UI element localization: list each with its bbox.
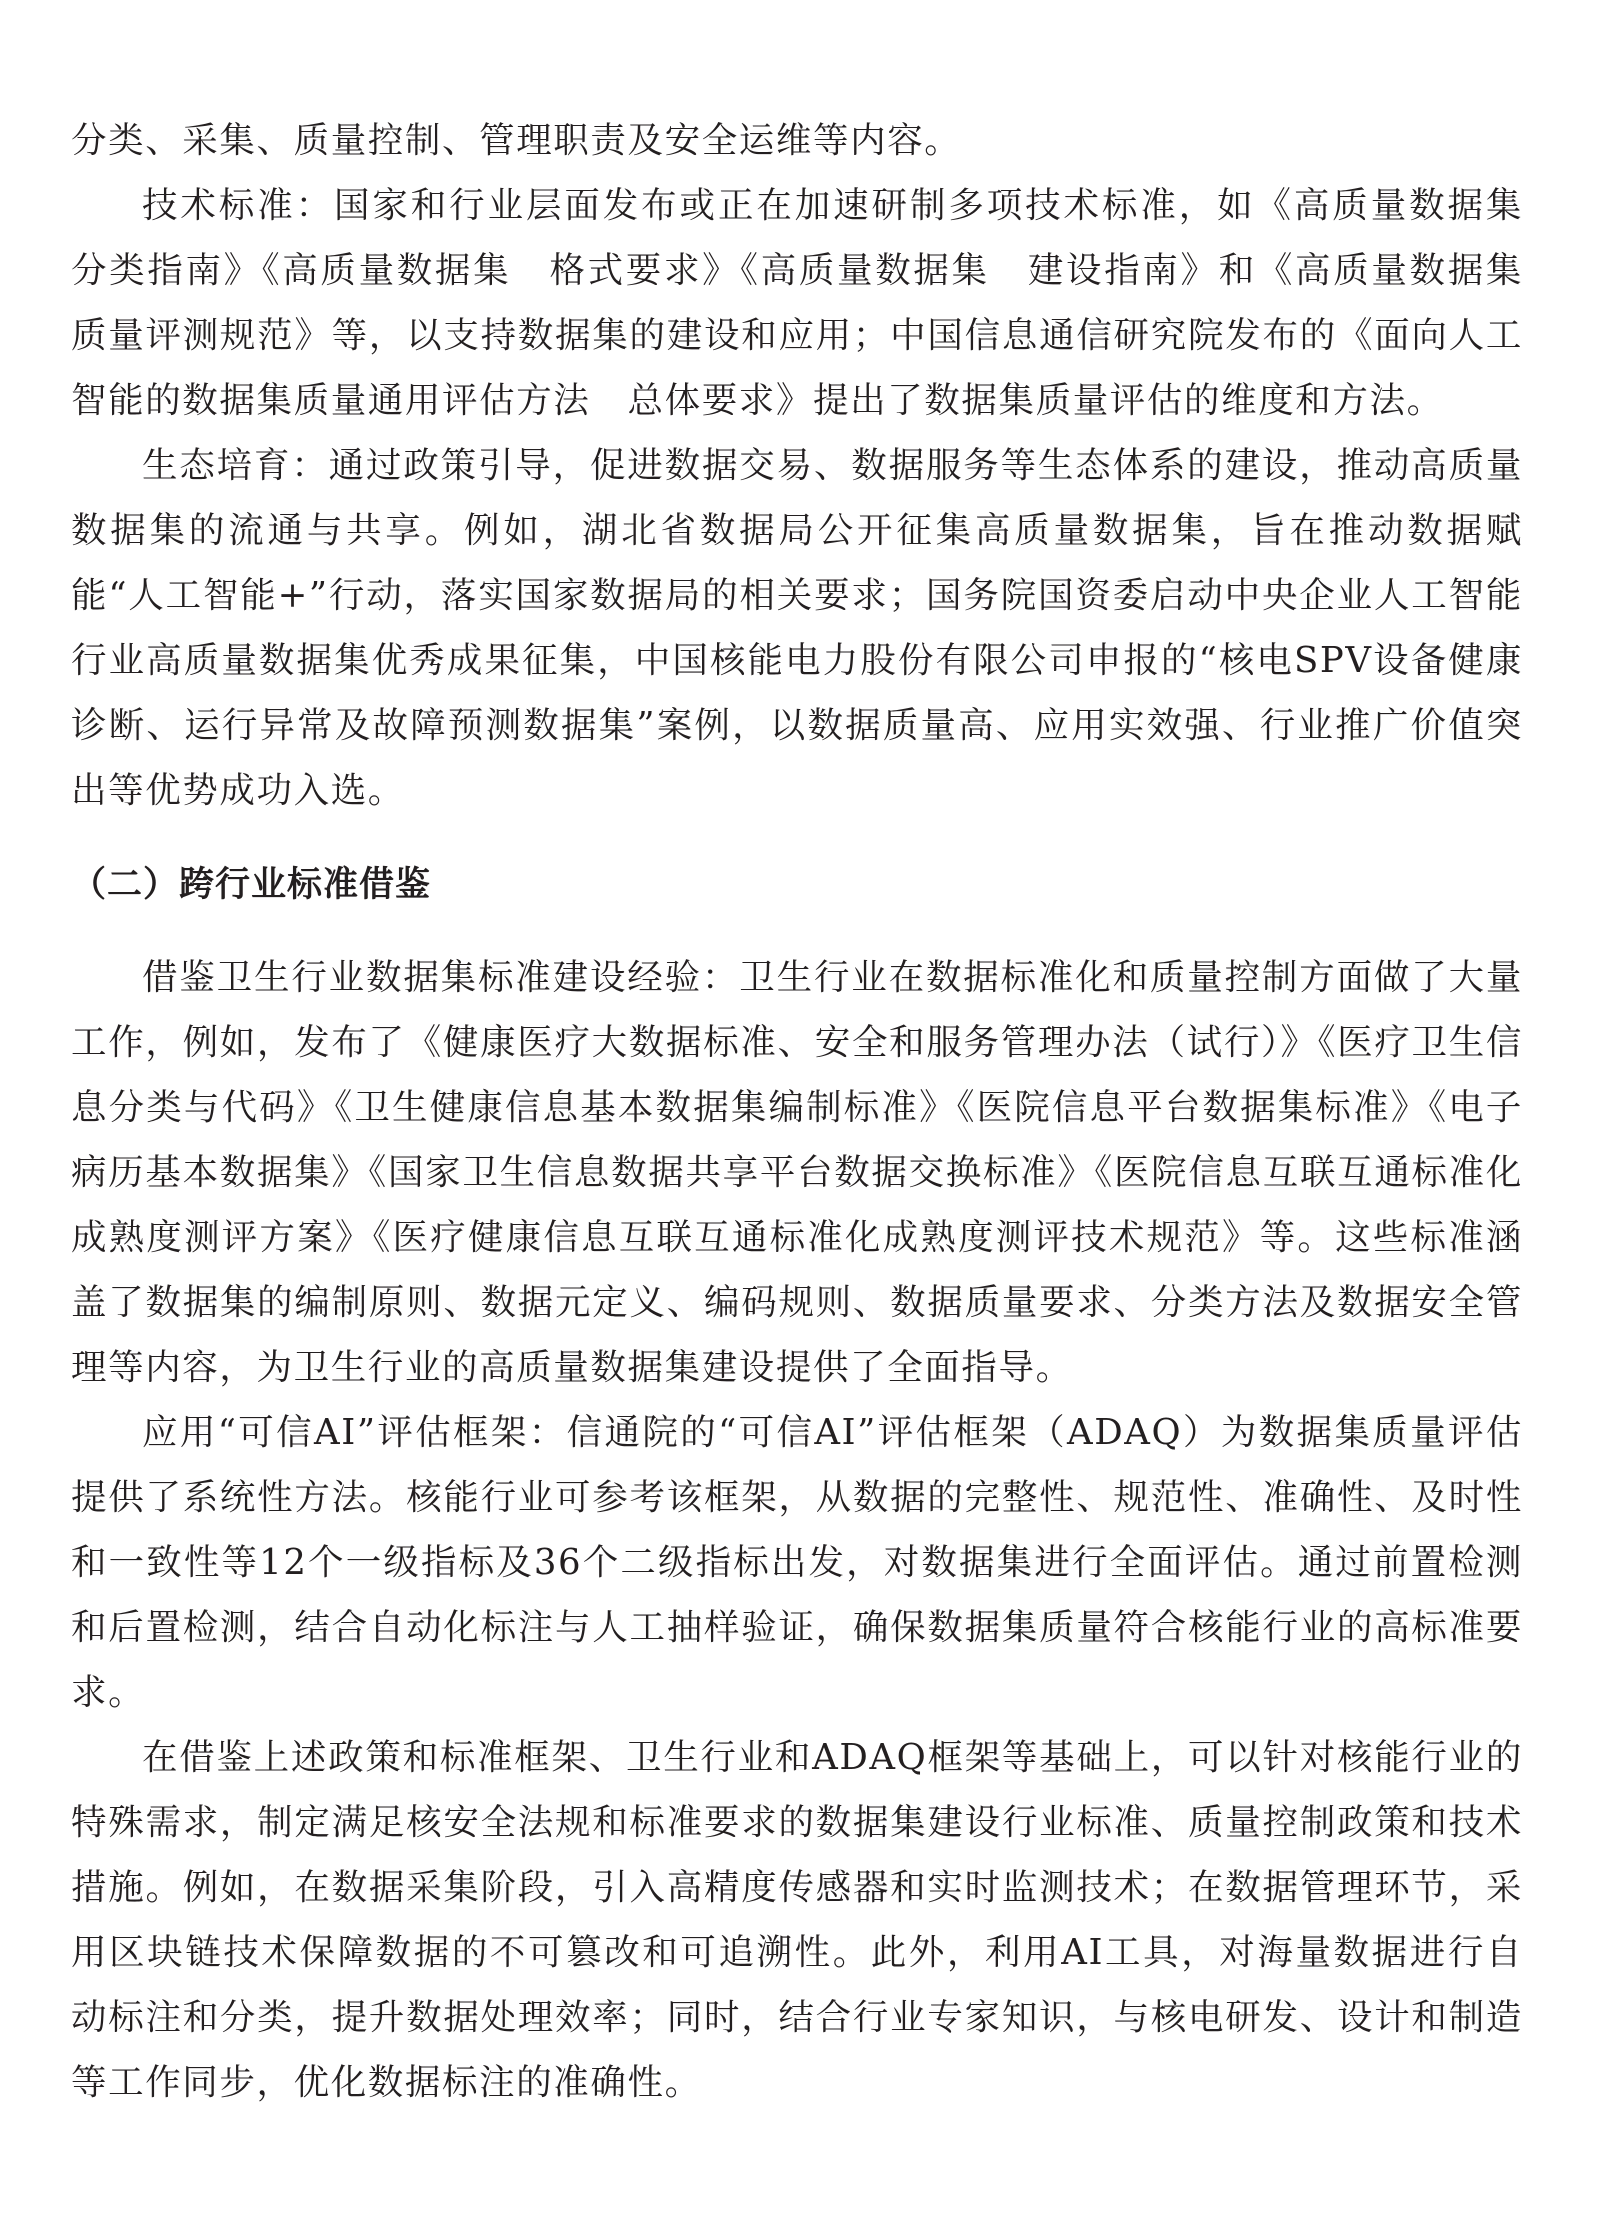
paragraph-ecosystem-cultivation: 生态培育：通过政策引导，促进数据交易、数据服务等生态体系的建设，推动高质量数据集的流通与共享。例如，湖北省数据局公开征集高质量数据集，旨在推动数据赋能“人工智能+”行动，落实国家数据局的相关要求；国务院国资委启动中央企业人工智能行业高质量数据集优秀成果征集，中国核能电力股份有限公司申报的“核电SPV设备健康诊断、运行异常及故障预测数据集”案例，以数据质量高、应用实效强、行业推广价值突出等优势成功入选。 — [71, 445, 1523, 811]
paragraph-technical-standards: 技术标准：国家和行业层面发布或正在加速研制多项技术标准，如《高质量数据集 分类指南》《高质量数据集 格式要求》《高质量数据集 建设指南》和《高质量数据集 质量评测规范》等，以支持数据集的建设和应用；中国信息通信研究院发布的《面向人工智能的数据集质量通用评估方法 总体要求》提出了数据集质量评估的维度和方法。 — [71, 185, 1561, 421]
document-page — [71, 108, 1561, 2115]
paragraph-health-industry-reference: 借鉴卫生行业数据集标准建设经验：卫生行业在数据标准化和质量控制方面做了大量工作，例如，发布了《健康医疗大数据标准、安全和服务管理办法（试行）》《医疗卫生信息分类与代码》《卫生健康信息基本数据集编制标准》《医院信息平台数据集标准》《电子病历基本数据集》《国家卫生信息数据共享平台数据交换标准》《医院信息互联互通标准化成熟度测评方案》《医疗健康信息互联互通标准化成熟度测评技术规范》等。这些标准涵盖了数据集的编制原则、数据元定义、编码规则、数据质量要求、分类方法及数据安全管理等内容，为卫生行业的高质量数据集建设提供了全面指导。 — [71, 957, 1523, 1388]
section-heading: （二）跨行业标准借鉴 — [71, 865, 432, 905]
paragraph-continuation: 分类、采集、质量控制、管理职责及安全运维等内容。 — [71, 120, 962, 161]
paragraph-trusted-ai-framework: 应用“可信AI”评估框架：信通院的“可信AI”评估框架（ADAQ）为数据集质量评估提供了系统性方法。核能行业可参考该框架，从数据的完整性、规范性、准确性、及时性和一致性等12个一级指标及36个二级指标出发，对数据集进行全面评估。通过前置检测和后置检测，结合自动化标注与人工抽样验证，确保数据集质量符合核能行业的高标准要求。 — [71, 1412, 1523, 1713]
paragraph-nuclear-industry-measures: 在借鉴上述政策和标准框架、卫生行业和ADAQ框架等基础上，可以针对核能行业的特殊需求，制定满足核安全法规和标准要求的数据集建设行业标准、质量控制政策和技术措施。例如，在数据采集阶段，引入高精度传感器和实时监测技术；在数据管理环节，采用区块链技术保障数据的不可篡改和可追溯性。此外，利用AI工具，对海量数据进行自动标注和分类，提升数据处理效率；同时，结合行业专家知识，与核电研发、设计和制造等工作同步，优化数据标注的准确性。 — [71, 1737, 1523, 2103]
